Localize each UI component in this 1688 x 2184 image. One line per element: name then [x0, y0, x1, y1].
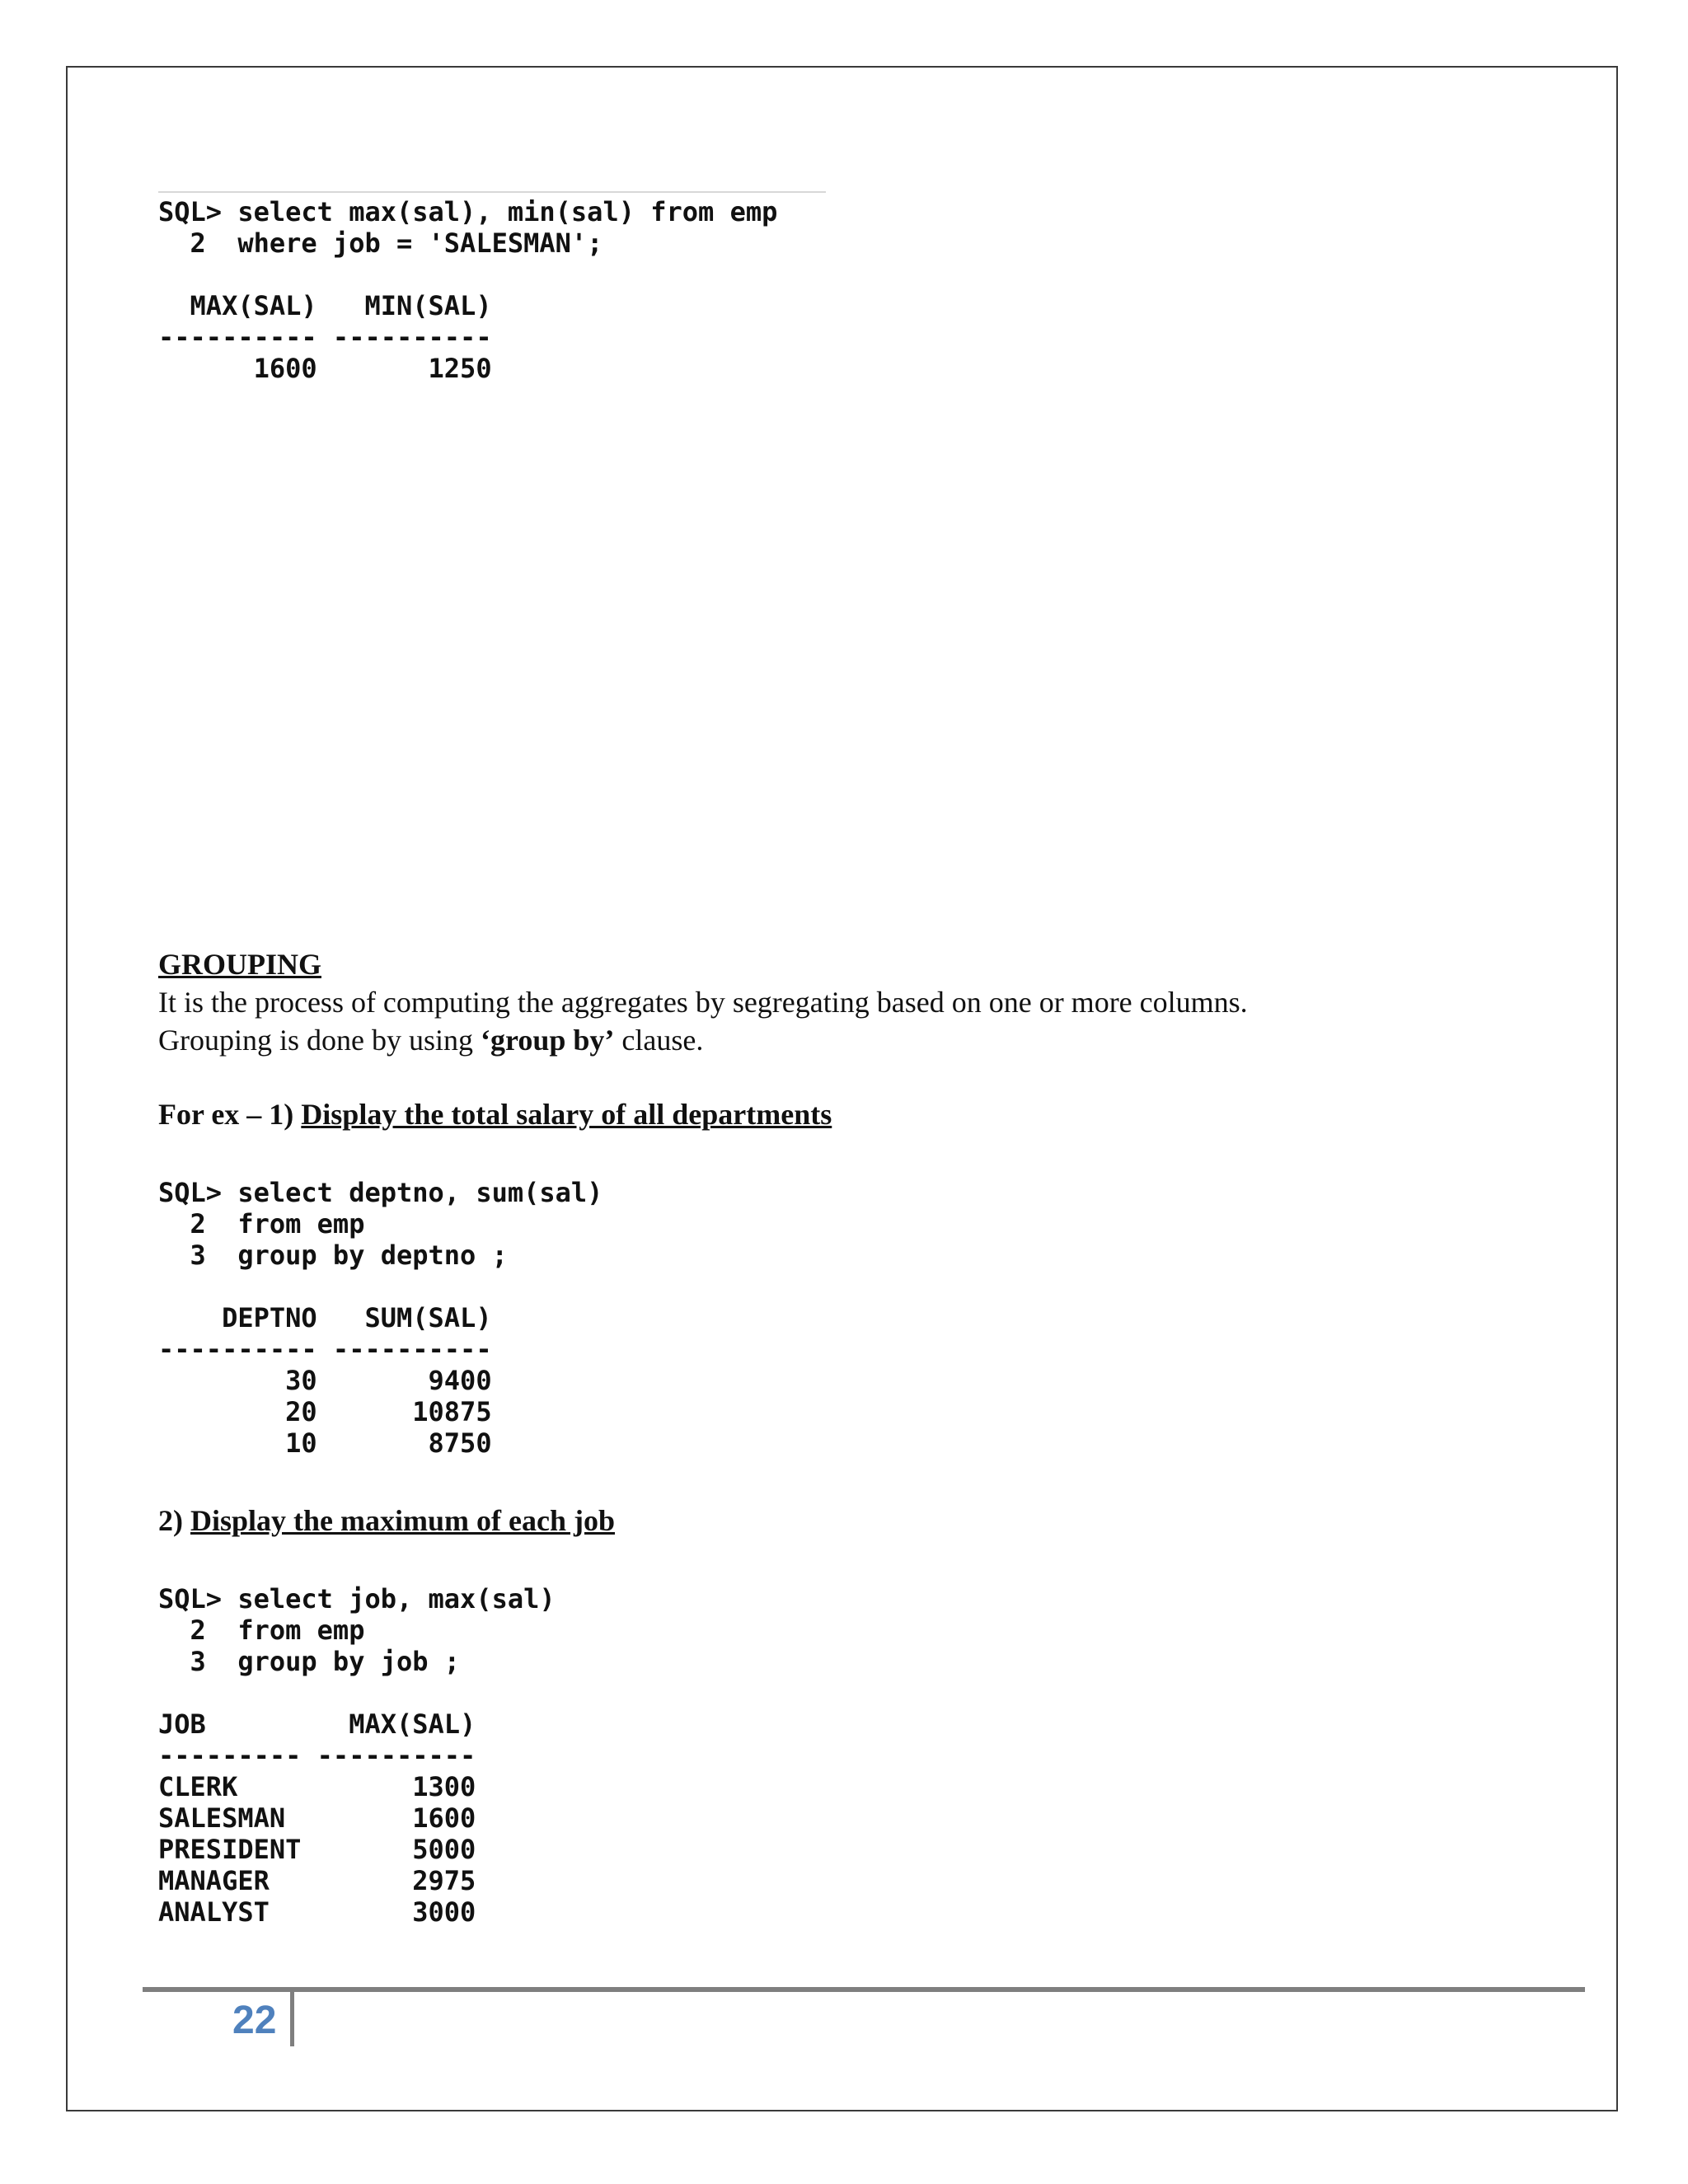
example-description: Display the total salary of all departments	[301, 1098, 832, 1131]
console-separator: ---------- ----------	[158, 321, 492, 353]
console-result-row: ANALYST 3000	[158, 1896, 476, 1928]
sql-console-block-1	[158, 196, 777, 384]
console-result-row: CLERK 1300	[158, 1771, 476, 1802]
footer-rule	[143, 1987, 1585, 1992]
console-result-row: PRESIDENT 5000	[158, 1834, 476, 1865]
console-result-row: 10 8750	[158, 1427, 492, 1459]
paragraph	[158, 1021, 703, 1059]
example-title	[158, 1502, 615, 1540]
console-line: SQL> select deptno, sum(sal)	[158, 1177, 603, 1208]
paragraph-bold-text: ‘group by’	[481, 1024, 615, 1057]
console-result-row: SALESMAN 1600	[158, 1802, 476, 1834]
page-number: 22	[232, 1999, 277, 2042]
console-line: SQL> select max(sal), min(sal) from emp	[158, 196, 778, 227]
console-line: SQL> select job, max(sal)	[158, 1583, 556, 1615]
console-column-header: DEPTNO SUM(SAL)	[158, 1302, 492, 1333]
paragraph-text: Grouping is done by using	[158, 1024, 481, 1057]
section-heading: GROUPING	[158, 948, 321, 981]
sql-console-block-2	[158, 1177, 603, 1459]
console-result-row: 30 9400	[158, 1365, 492, 1396]
example-description: Display the maximum of each job	[190, 1504, 615, 1537]
example-title	[158, 1095, 832, 1133]
console-column-header: MAX(SAL) MIN(SAL)	[158, 290, 492, 321]
paragraph-text: clause.	[614, 1024, 704, 1057]
example-prefix: 2)	[158, 1504, 190, 1537]
console-column-header: JOB MAX(SAL)	[158, 1708, 476, 1740]
console-result-row: 1600 1250	[158, 353, 492, 384]
sql-console-block-3	[158, 1583, 556, 1928]
console-line: 3 group by deptno ;	[158, 1240, 508, 1271]
example-prefix: For ex – 1)	[158, 1098, 302, 1131]
console-blank-line	[158, 1677, 556, 1708]
console-result-row: MANAGER 2975	[158, 1865, 476, 1896]
paragraph: It is the process of computing the aggregates by segregating based on one or more columns.	[158, 986, 1248, 1019]
console-result-row: 20 10875	[158, 1396, 492, 1427]
console-line: 2 where job = 'SALESMAN';	[158, 227, 603, 259]
console-line: 3 group by job ;	[158, 1646, 461, 1677]
console-blank-line	[158, 259, 777, 290]
page-number-divider	[290, 1992, 294, 2046]
console-line: 2 from emp	[158, 1615, 365, 1646]
console-blank-line	[158, 1271, 603, 1302]
console-separator: ---------- ----------	[158, 1333, 492, 1365]
console-separator: --------- ----------	[158, 1740, 476, 1771]
console-line: 2 from emp	[158, 1208, 365, 1240]
